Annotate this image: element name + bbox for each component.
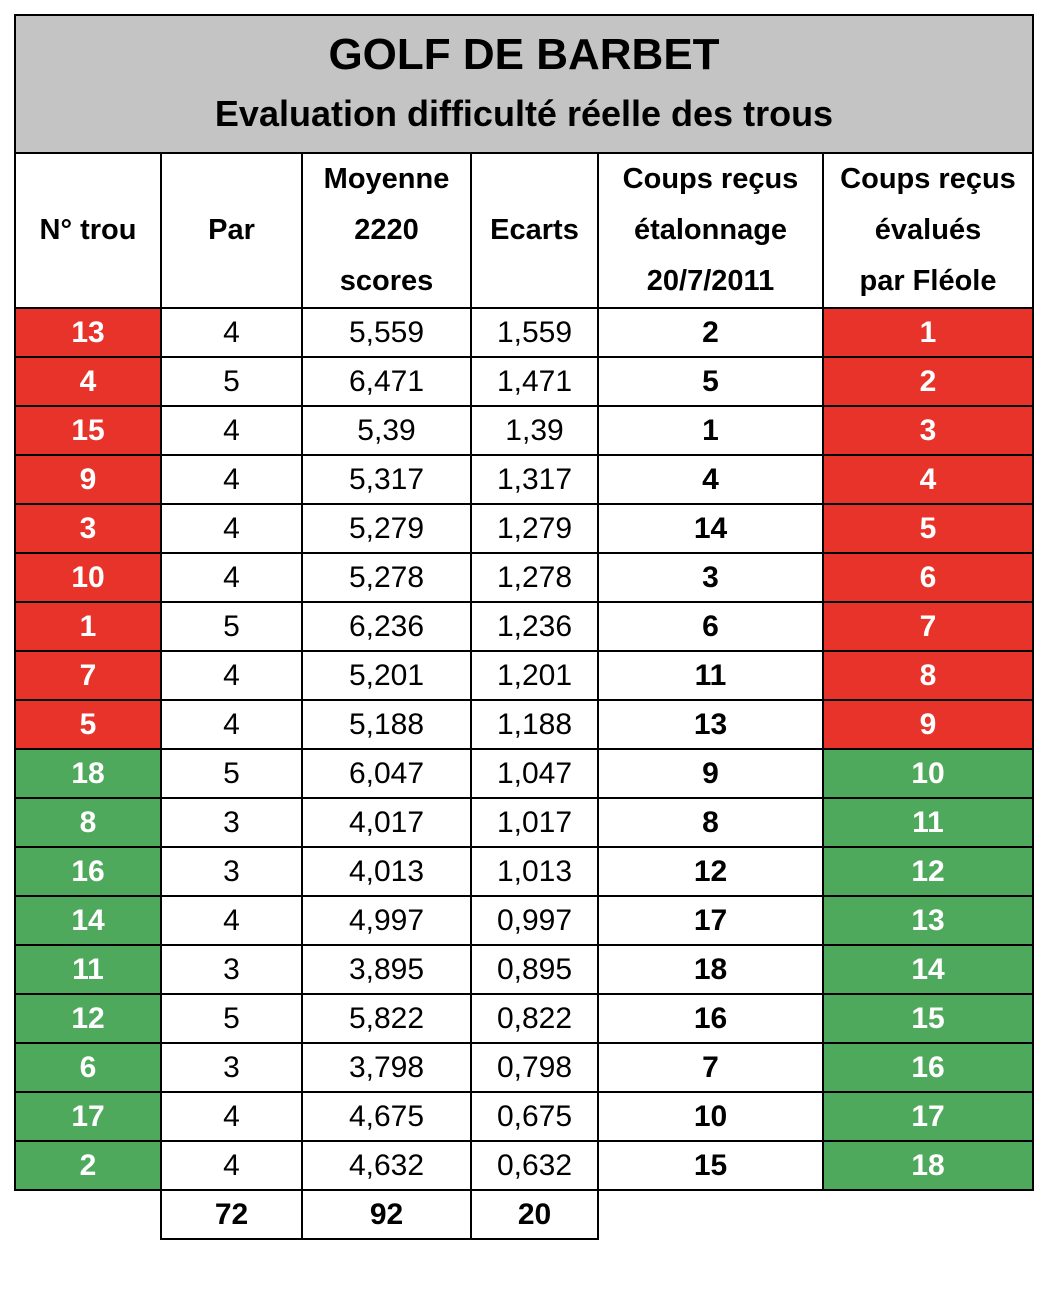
cell-fleole: 2 (823, 357, 1033, 406)
table-row (15, 357, 1033, 406)
cell-fleole: 11 (823, 798, 1033, 847)
cell-moyenne: 3,895 (302, 945, 471, 994)
cell-etalonnage: 4 (598, 455, 823, 504)
page-title: GOLF DE BARBET (328, 30, 720, 79)
cell-trou: 7 (15, 651, 161, 700)
cell-etalonnage: 6 (598, 602, 823, 651)
cell-trou: 14 (15, 896, 161, 945)
cell-etalonnage: 12 (598, 847, 823, 896)
cell-etalonnage: 10 (598, 1092, 823, 1141)
cell-moyenne: 5,39 (302, 406, 471, 455)
table-row (15, 406, 1033, 455)
cell-ecart: 1,236 (471, 602, 598, 651)
cell-etalonnage: 2 (598, 308, 823, 357)
cell-ecart: 1,047 (471, 749, 598, 798)
cell-trou: 8 (15, 798, 161, 847)
cell-moyenne: 5,279 (302, 504, 471, 553)
cell-etalonnage: 9 (598, 749, 823, 798)
cell-moyenne: 6,236 (302, 602, 471, 651)
total-moyenne: 92 (302, 1190, 471, 1239)
cell-ecart: 1,201 (471, 651, 598, 700)
cell-etalonnage: 14 (598, 504, 823, 553)
difficulty-table (14, 14, 1034, 1240)
header-par: Par (161, 153, 302, 308)
cell-par: 5 (161, 602, 302, 651)
cell-ecart: 1,39 (471, 406, 598, 455)
cell-moyenne: 6,471 (302, 357, 471, 406)
cell-etalonnage: 18 (598, 945, 823, 994)
cell-moyenne: 4,017 (302, 798, 471, 847)
blank-cell (598, 1190, 823, 1239)
cell-etalonnage: 11 (598, 651, 823, 700)
cell-moyenne: 4,675 (302, 1092, 471, 1141)
cell-fleole: 15 (823, 994, 1033, 1043)
cell-etalonnage: 8 (598, 798, 823, 847)
cell-trou: 9 (15, 455, 161, 504)
table-row (15, 1043, 1033, 1092)
cell-par: 4 (161, 700, 302, 749)
cell-moyenne: 4,632 (302, 1141, 471, 1190)
cell-fleole: 8 (823, 651, 1033, 700)
cell-par: 4 (161, 553, 302, 602)
header-etalonnage: Coups reçus étalonnage 20/7/2011 (598, 153, 823, 308)
table-row (15, 1092, 1033, 1141)
cell-moyenne: 5,188 (302, 700, 471, 749)
title-banner (15, 15, 1033, 153)
cell-moyenne: 5,559 (302, 308, 471, 357)
total-par: 72 (161, 1190, 302, 1239)
cell-moyenne: 5,201 (302, 651, 471, 700)
cell-trou: 6 (15, 1043, 161, 1092)
cell-fleole: 1 (823, 308, 1033, 357)
blank-cell (15, 1190, 161, 1239)
table-row (15, 896, 1033, 945)
cell-par: 4 (161, 406, 302, 455)
table-row (15, 994, 1033, 1043)
cell-par: 4 (161, 455, 302, 504)
cell-trou: 3 (15, 504, 161, 553)
table-row (15, 945, 1033, 994)
blank-cell (823, 1190, 1033, 1239)
cell-fleole: 13 (823, 896, 1033, 945)
cell-fleole: 14 (823, 945, 1033, 994)
cell-ecart: 1,278 (471, 553, 598, 602)
cell-etalonnage: 15 (598, 1141, 823, 1190)
total-ecart: 20 (471, 1190, 598, 1239)
cell-fleole: 12 (823, 847, 1033, 896)
header-trou: N° trou (15, 153, 161, 308)
table-row (15, 847, 1033, 896)
table-row (15, 798, 1033, 847)
cell-par: 5 (161, 749, 302, 798)
cell-trou: 5 (15, 700, 161, 749)
cell-trou: 15 (15, 406, 161, 455)
cell-ecart: 0,895 (471, 945, 598, 994)
cell-ecart: 1,188 (471, 700, 598, 749)
cell-moyenne: 4,997 (302, 896, 471, 945)
cell-trou: 4 (15, 357, 161, 406)
table-row (15, 749, 1033, 798)
cell-ecart: 1,317 (471, 455, 598, 504)
cell-ecart: 0,675 (471, 1092, 598, 1141)
cell-ecart: 0,798 (471, 1043, 598, 1092)
cell-par: 4 (161, 1092, 302, 1141)
cell-moyenne: 5,278 (302, 553, 471, 602)
cell-fleole: 5 (823, 504, 1033, 553)
cell-par: 4 (161, 308, 302, 357)
cell-trou: 2 (15, 1141, 161, 1190)
cell-trou: 1 (15, 602, 161, 651)
cell-ecart: 1,471 (471, 357, 598, 406)
cell-etalonnage: 5 (598, 357, 823, 406)
cell-moyenne: 5,822 (302, 994, 471, 1043)
cell-fleole: 3 (823, 406, 1033, 455)
cell-par: 4 (161, 896, 302, 945)
cell-fleole: 18 (823, 1141, 1033, 1190)
cell-ecart: 1,279 (471, 504, 598, 553)
cell-fleole: 6 (823, 553, 1033, 602)
cell-fleole: 16 (823, 1043, 1033, 1092)
cell-fleole: 4 (823, 455, 1033, 504)
cell-par: 4 (161, 504, 302, 553)
cell-moyenne: 5,317 (302, 455, 471, 504)
cell-ecart: 1,559 (471, 308, 598, 357)
cell-par: 3 (161, 847, 302, 896)
cell-par: 5 (161, 994, 302, 1043)
cell-trou: 13 (15, 308, 161, 357)
cell-moyenne: 3,798 (302, 1043, 471, 1092)
header-moyenne: Moyenne 2220 scores (302, 153, 471, 308)
table-row (15, 455, 1033, 504)
cell-etalonnage: 17 (598, 896, 823, 945)
cell-par: 3 (161, 945, 302, 994)
cell-par: 3 (161, 1043, 302, 1092)
cell-trou: 12 (15, 994, 161, 1043)
cell-ecart: 0,822 (471, 994, 598, 1043)
cell-par: 4 (161, 1141, 302, 1190)
cell-ecart: 0,632 (471, 1141, 598, 1190)
cell-trou: 10 (15, 553, 161, 602)
cell-etalonnage: 7 (598, 1043, 823, 1092)
cell-ecart: 1,017 (471, 798, 598, 847)
spreadsheet (14, 14, 1034, 1240)
totals-row (15, 1190, 1033, 1239)
cell-ecart: 1,013 (471, 847, 598, 896)
table-row (15, 1141, 1033, 1190)
cell-ecart: 0,997 (471, 896, 598, 945)
cell-etalonnage: 3 (598, 553, 823, 602)
header-ecarts: Ecarts (471, 153, 598, 308)
cell-par: 4 (161, 651, 302, 700)
table-row (15, 602, 1033, 651)
cell-moyenne: 4,013 (302, 847, 471, 896)
page-subtitle: Evaluation difficulté réelle des trous (214, 93, 834, 134)
table-row (15, 700, 1033, 749)
cell-trou: 11 (15, 945, 161, 994)
table-row (15, 651, 1033, 700)
cell-trou: 18 (15, 749, 161, 798)
cell-fleole: 17 (823, 1092, 1033, 1141)
cell-moyenne: 6,047 (302, 749, 471, 798)
table-row (15, 308, 1033, 357)
cell-trou: 16 (15, 847, 161, 896)
table-row (15, 504, 1033, 553)
cell-fleole: 7 (823, 602, 1033, 651)
column-header-row (15, 153, 1033, 308)
cell-etalonnage: 16 (598, 994, 823, 1043)
cell-fleole: 9 (823, 700, 1033, 749)
cell-par: 3 (161, 798, 302, 847)
cell-par: 5 (161, 357, 302, 406)
cell-etalonnage: 13 (598, 700, 823, 749)
header-fleole: Coups reçus évalués par Fléole (823, 153, 1033, 308)
cell-etalonnage: 1 (598, 406, 823, 455)
table-row (15, 553, 1033, 602)
cell-trou: 17 (15, 1092, 161, 1141)
cell-fleole: 10 (823, 749, 1033, 798)
